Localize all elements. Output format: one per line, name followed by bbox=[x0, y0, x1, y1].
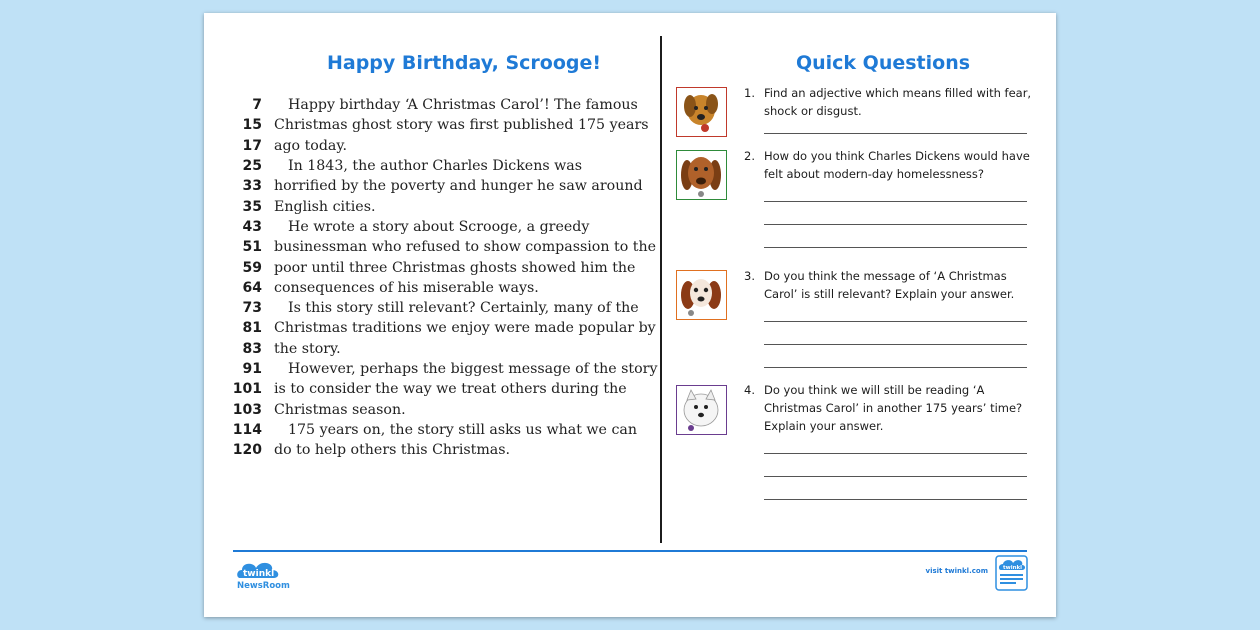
column-divider bbox=[660, 36, 662, 543]
word-count-number: 101 bbox=[232, 381, 262, 398]
word-count-number: 33 bbox=[242, 178, 262, 195]
answer-line[interactable] bbox=[764, 499, 1027, 500]
reading-line bbox=[230, 298, 660, 318]
reading-line bbox=[230, 359, 660, 379]
reading-line bbox=[230, 399, 660, 419]
dog-2-icon bbox=[676, 150, 727, 200]
reading-line bbox=[230, 257, 660, 277]
question-1 bbox=[744, 84, 1034, 120]
reading-title: Happy Birthday, Scrooge! bbox=[326, 52, 602, 74]
reading-line-text: Is this story still relevant? Certainly, many of the bbox=[288, 300, 639, 317]
answer-line[interactable] bbox=[764, 476, 1027, 477]
question-3 bbox=[744, 267, 1034, 303]
dog-1-icon bbox=[676, 87, 727, 137]
answer-line[interactable] bbox=[764, 247, 1027, 248]
reading-line bbox=[230, 440, 660, 460]
question-2-text: How do you think Charles Dickens would have felt about modern-day homelessness? bbox=[764, 149, 1030, 181]
badge-text: twinkl bbox=[1003, 565, 1023, 571]
logo-bottom-text: NewsRoom bbox=[237, 581, 290, 591]
reading-line bbox=[230, 196, 660, 216]
word-count-number: 15 bbox=[242, 117, 262, 134]
reading-line bbox=[230, 278, 660, 298]
reading-line bbox=[230, 95, 660, 115]
word-count-number: 35 bbox=[242, 198, 262, 215]
reading-line-text: Christmas traditions we enjoy were made popular by bbox=[274, 320, 656, 337]
answer-line[interactable] bbox=[764, 201, 1027, 202]
word-count-number: 17 bbox=[242, 137, 262, 154]
reading-line bbox=[230, 115, 660, 135]
reading-line bbox=[230, 156, 660, 176]
question-2 bbox=[744, 147, 1034, 183]
word-count-number: 59 bbox=[242, 259, 262, 276]
question-4-text: Do you think we will still be reading ‘A Christmas Carol’ in another 175 years’ time? Explain your answer. bbox=[764, 383, 1023, 433]
word-count-number: 64 bbox=[242, 279, 262, 296]
word-count-number: 7 bbox=[252, 97, 262, 114]
word-count-number: 91 bbox=[242, 361, 262, 377]
question-2-number: 2. bbox=[744, 149, 755, 163]
reading-line-text: is to consider the way we treat others during the bbox=[274, 381, 627, 398]
reading-line bbox=[230, 339, 660, 359]
dog-4-icon bbox=[676, 385, 727, 435]
footer-rule bbox=[233, 550, 1027, 552]
reading-passage bbox=[230, 95, 660, 460]
reading-line bbox=[230, 237, 660, 257]
worksheet-page bbox=[204, 13, 1056, 617]
visit-link[interactable]: visit twinkl.com bbox=[925, 567, 988, 575]
answer-line[interactable] bbox=[764, 344, 1027, 345]
question-4 bbox=[744, 381, 1034, 435]
answer-line[interactable] bbox=[764, 453, 1027, 454]
word-count-number: 25 bbox=[242, 158, 262, 175]
answer-line[interactable] bbox=[764, 224, 1027, 225]
word-count-number: 114 bbox=[232, 421, 262, 438]
reading-line bbox=[230, 318, 660, 338]
reading-line-text: businessman who refused to show compassion to the bbox=[274, 239, 656, 256]
question-3-number: 3. bbox=[744, 269, 755, 283]
word-count-number: 81 bbox=[242, 320, 262, 337]
reading-line bbox=[230, 420, 660, 440]
word-count-number: 103 bbox=[232, 401, 262, 418]
question-1-text: Find an adjective which means filled with fear, shock or disgust. bbox=[764, 86, 1032, 118]
answer-line[interactable] bbox=[764, 321, 1027, 322]
reading-line-text: However, perhaps the biggest message of the story bbox=[288, 361, 658, 377]
word-count-number: 43 bbox=[242, 218, 262, 235]
dog-3-icon bbox=[676, 270, 727, 320]
question-4-number: 4. bbox=[744, 383, 755, 397]
reading-line-text: Christmas ghost story was first published 175 years bbox=[274, 117, 649, 134]
reading-line-text: horrified by the poverty and hunger he saw around bbox=[274, 178, 643, 195]
word-count-number: 51 bbox=[242, 239, 262, 256]
reading-line-text: the story. bbox=[274, 340, 341, 357]
logo-top-text: twinkl bbox=[243, 569, 275, 579]
word-count-number: 73 bbox=[242, 300, 262, 317]
reading-line bbox=[230, 136, 660, 156]
reading-line-text: Christmas season. bbox=[274, 401, 406, 418]
twinkl-badge-icon bbox=[995, 555, 1028, 591]
questions-title: Quick Questions bbox=[795, 52, 971, 74]
reading-line-text: poor until three Christmas ghosts showed him the bbox=[274, 259, 636, 276]
reading-line bbox=[230, 176, 660, 196]
reading-line bbox=[230, 217, 660, 237]
question-3-text: Do you think the message of ‘A Christmas Carol’ is still relevant? Explain your answer. bbox=[764, 269, 1015, 301]
reading-line-text: Happy birthday ‘A Christmas Carol’! The famous bbox=[288, 97, 638, 114]
word-count-number: 120 bbox=[232, 442, 262, 459]
reading-line-text: English cities. bbox=[274, 198, 376, 215]
reading-line-text: ago today. bbox=[274, 137, 348, 154]
reading-line-text: consequences of his miserable ways. bbox=[274, 279, 539, 296]
reading-line-text: 175 years on, the story still asks us what we can bbox=[288, 421, 638, 438]
reading-line-text: He wrote a story about Scrooge, a greedy bbox=[288, 218, 590, 235]
reading-line bbox=[230, 379, 660, 399]
question-1-number: 1. bbox=[744, 86, 755, 100]
answer-line[interactable] bbox=[764, 367, 1027, 368]
reading-line-text: do to help others this Christmas. bbox=[274, 442, 511, 459]
twinkl-newsroom-logo bbox=[234, 556, 294, 592]
answer-line[interactable] bbox=[764, 133, 1027, 134]
reading-line-text: In 1843, the author Charles Dickens was bbox=[288, 158, 583, 175]
word-count-number: 83 bbox=[242, 340, 262, 357]
